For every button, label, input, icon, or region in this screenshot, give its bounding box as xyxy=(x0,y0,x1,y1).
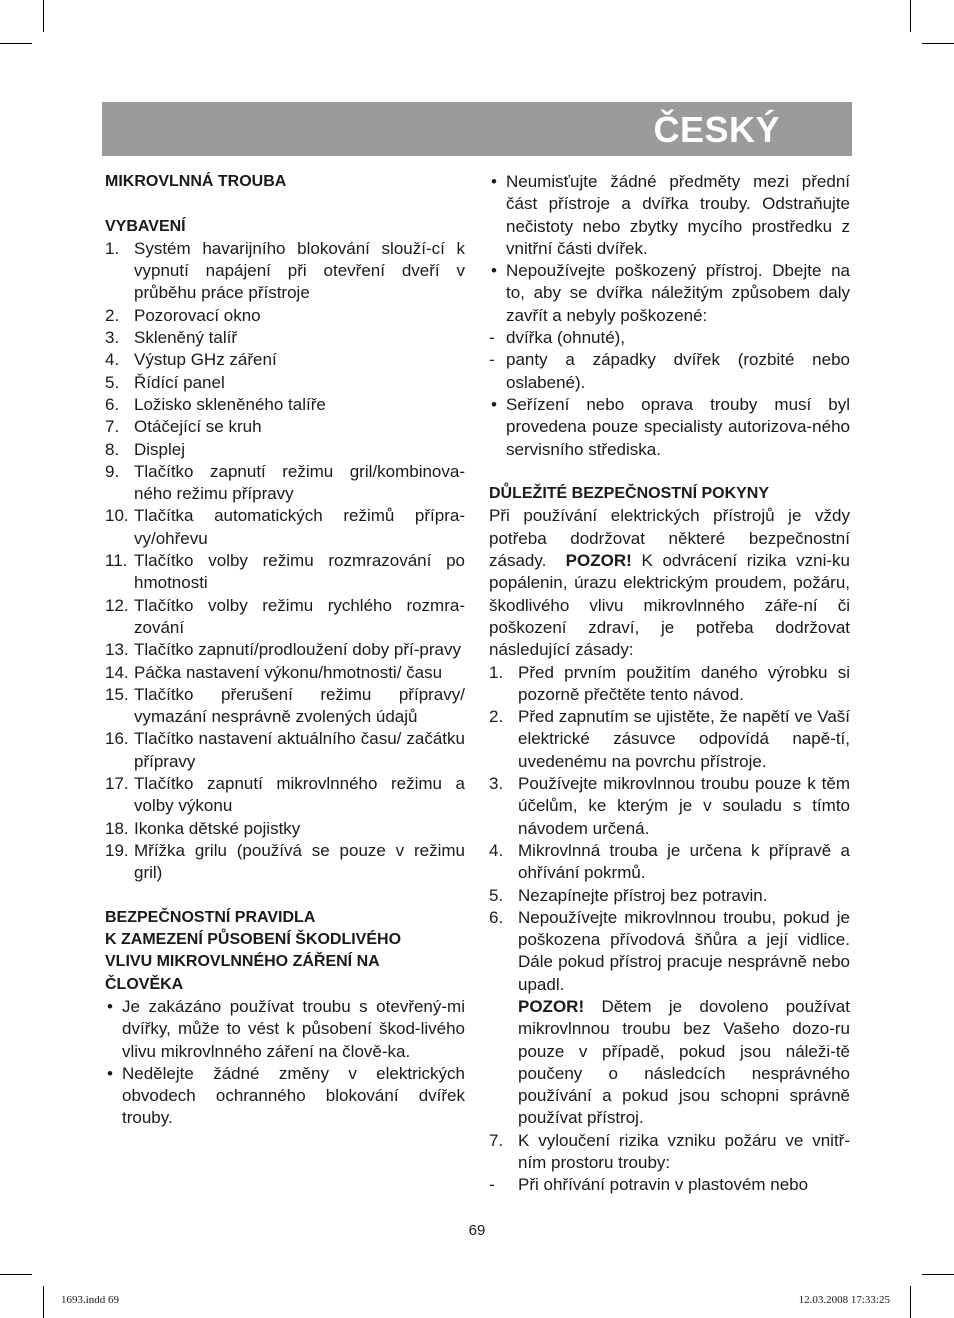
item-text: Tlačítka automatických režimů přípra-vy/ohřevu xyxy=(134,506,465,548)
item-marker: 18. xyxy=(105,818,129,838)
precaution-list xyxy=(489,171,850,461)
item-marker: 15. xyxy=(105,684,129,704)
list-item xyxy=(105,1063,465,1130)
list-item xyxy=(489,171,850,260)
item-marker: 10. xyxy=(105,506,129,526)
item-text: Tlačítko přerušení režimu přípravy/ vymazání nesprávně zvolených údajů xyxy=(134,684,465,727)
list-item xyxy=(489,327,850,349)
item-marker: 13. xyxy=(105,640,129,660)
intro-text: Při používání elektrických přístrojů je vždy potřeba dodržovat některé bezpečnostní zásady. xyxy=(489,506,850,571)
item-text: Tlačítko volby režimu rozmrazování po hmotnosti xyxy=(134,551,465,593)
safety-heading-line: ČLOVĚKA xyxy=(105,975,184,993)
item-marker: 1. xyxy=(105,238,120,258)
list-item xyxy=(489,349,850,394)
list-item xyxy=(105,505,465,550)
list-item xyxy=(105,728,465,773)
crop-mark xyxy=(910,1286,911,1318)
item-marker: - xyxy=(489,328,495,348)
list-item xyxy=(105,394,465,416)
list-item xyxy=(105,639,465,661)
crop-mark xyxy=(43,1286,44,1318)
item-marker: 9. xyxy=(105,461,120,481)
item-marker: 8. xyxy=(105,439,120,459)
item-marker: 6. xyxy=(105,394,120,414)
safety-heading-line: K ZAMEZENÍ PŮSOBENÍ ŠKODLIVÉHO xyxy=(105,931,402,949)
list-item xyxy=(105,327,465,349)
item-marker: • xyxy=(491,394,497,414)
page-number: 69 xyxy=(468,1222,486,1239)
safety-rules-list xyxy=(489,662,850,996)
item-marker: 4. xyxy=(489,840,504,860)
list-item xyxy=(489,394,850,461)
crop-mark xyxy=(0,1274,32,1275)
list-item xyxy=(489,662,850,707)
left-column xyxy=(105,171,465,1130)
item-text: Systém havarijního blokování slouží-cí k vypnutí napájení při otevření dveří v průběhu práce přístroje xyxy=(134,238,465,303)
item-marker: 12. xyxy=(105,595,129,615)
item-marker: 2. xyxy=(489,707,504,727)
list-item xyxy=(105,550,465,595)
intro-paragraph xyxy=(489,505,850,661)
item-text: Řídící panel xyxy=(134,372,225,392)
item-text: K vyloučení rizika vzniku požáru ve vnitř-ním prostoru trouby: xyxy=(518,1130,850,1173)
list-item xyxy=(105,416,465,438)
list-item xyxy=(105,349,465,371)
item-text: Neumisťujte žádné předměty mezi přední část přístroje a dvířka trouby. Odstraňujte nečistoty nebo zbytky mycího prostředku z vnitřní části dvířek. xyxy=(506,172,850,258)
item-marker: • xyxy=(491,261,497,281)
item-dash: - xyxy=(489,1175,495,1195)
section-title: MIKROVLNNÁ TROUBA xyxy=(105,173,287,190)
right-column xyxy=(489,171,850,1197)
crop-mark xyxy=(43,0,44,32)
item-text: Před zapnutím se ujistěte, že napětí ve Vaší elektrické zásuvce odpovídá napě-tí, uvedenému na povrchu přístroje. xyxy=(518,707,850,771)
item-marker: 3. xyxy=(489,774,504,794)
item-marker: 2. xyxy=(105,305,120,325)
item-text: Nedělejte žádné změny v elektrických obvodech ochranného blokování dvířek trouby. xyxy=(122,1063,465,1128)
list-item xyxy=(105,372,465,394)
item-marker: 5. xyxy=(105,372,120,392)
safety-heading-line: VLIVU MIKROVLNNÉHO ZÁŘENÍ NA xyxy=(105,953,380,971)
item-marker: 5. xyxy=(489,885,504,905)
safety-bullet-list xyxy=(105,996,465,1130)
list-item xyxy=(105,818,465,840)
item-text: Pozorovací okno xyxy=(134,305,261,325)
list-item xyxy=(105,238,465,305)
item-text: Seřízení nebo oprava trouby musí byl provedena pouze specialisty autorizova-ného servisního střediska. xyxy=(506,394,850,459)
list-item xyxy=(489,773,850,840)
list-item xyxy=(489,907,850,996)
item-marker: 17. xyxy=(105,774,129,794)
item-marker: 7. xyxy=(105,417,120,437)
list-item xyxy=(105,684,465,729)
item-text: Nezapínejte přístroj bez potravin. xyxy=(518,885,768,905)
item-marker: 11. xyxy=(105,551,128,571)
item-text: Skleněný talíř xyxy=(134,328,237,348)
item-text: Ložisko skleněného talíře xyxy=(134,394,326,414)
item-text: Mřížka grilu (používá se pouze v režimu gril) xyxy=(134,840,465,883)
item-text: Při ohřívání potravin v plastovém nebo xyxy=(518,1175,809,1195)
item-marker: 3. xyxy=(105,328,120,348)
item-text: Mikrovlnná trouba je určena k přípravě a ohřívání pokrmů. xyxy=(518,840,850,883)
item-text: Páčka nastavení výkonu/hmotnosti/ času xyxy=(134,662,443,682)
warning-label: POZOR! xyxy=(518,996,585,1016)
list-item xyxy=(105,439,465,461)
item-text: Tlačítko zapnutí/prodloužení doby pří-pravy xyxy=(134,640,461,660)
item-text: Tlačítko zapnutí režimu gril/kombinova-ného režimu přípravy xyxy=(134,461,465,504)
item-text: Je zakázáno používat troubu s otevřený-mi dvířky, může to vést k působení škod-livého vlivu mikrovlnného záření na člově-ka. xyxy=(122,996,465,1061)
item-text: Používejte mikrovlnnou troubu pouze k těm účelům, ke kterým je v souladu s tímto návodem určená. xyxy=(518,774,850,838)
list-item xyxy=(489,1130,850,1175)
list-item xyxy=(105,305,465,327)
equipment-heading: VYBAVENÍ xyxy=(105,217,186,235)
rule-6-warning xyxy=(489,996,850,1130)
item-marker: 6. xyxy=(489,907,504,927)
crop-mark xyxy=(910,0,911,32)
print-date-info: 12.03.2008 17:33:25 xyxy=(798,1294,890,1306)
item-text: Tlačítko volby režimu rychlého rozmra-zování xyxy=(134,595,465,637)
item-text: Displej xyxy=(134,439,186,459)
item-text: Před prvním použitím daného výrobku si pozorně přečtěte tento návod. xyxy=(518,662,850,704)
item-marker: • xyxy=(107,1063,113,1083)
item-marker: 1. xyxy=(489,662,504,682)
list-item xyxy=(105,996,465,1063)
language-title: ČESKÝ xyxy=(653,109,780,150)
item-text: dvířka (ohnuté), xyxy=(506,328,626,348)
item-marker: • xyxy=(491,172,497,191)
list-item xyxy=(105,840,465,885)
warning-label: POZOR! xyxy=(565,551,632,571)
item-text: Výstup GHz záření xyxy=(134,350,277,370)
language-header-bar xyxy=(102,102,852,156)
list-item xyxy=(489,885,850,907)
item-marker: 19. xyxy=(105,840,129,860)
list-item xyxy=(489,706,850,773)
item-marker: 16. xyxy=(105,729,129,749)
print-file-info: 1693.indd 69 xyxy=(61,1294,120,1306)
important-instructions-heading: DŮLEŽITÉ BEZPEČNOSTNÍ POKYNY xyxy=(489,485,770,503)
list-item xyxy=(105,773,465,818)
item-marker: - xyxy=(489,350,495,370)
item-marker: 4. xyxy=(105,350,120,370)
item-text: panty a západky dvířek (rozbité nebo oslabené). xyxy=(506,350,850,392)
list-item xyxy=(489,260,850,327)
rule-6-warning-text: Dětem je dovoleno používat mikrovlnnou troubu bez Vašeho dozo-ru pouze v případě, pokud jsou náleži-tě poučeny o následcích nesprávného používání a pokud jsou schopni správně používat přístroj. xyxy=(518,996,850,1128)
equipment-list xyxy=(105,238,465,885)
crop-mark xyxy=(922,1274,954,1275)
list-item xyxy=(105,461,465,506)
intro-text: K odvrácení rizika vzni-ku popálenin, úrazu elektrickým proudem, požáru, škodlivého vlivu mikrovlnného záře-ní či poškození zdraví, je potřeba dodržovat následující zásady: xyxy=(489,551,850,660)
item-text: Ikonka dětské pojistky xyxy=(134,818,301,838)
item-text: Tlačítko nastavení aktuálního času/ začátku přípravy xyxy=(134,729,465,771)
safety-heading-line: BEZPEČNOSTNÍ PRAVIDLA xyxy=(105,908,316,926)
item-text: Nepoužívejte poškozený přístroj. Dbejte na to, aby se dvířka náležitým způsobem daly zavřít a nebyly poškozené: xyxy=(506,261,850,325)
item-number: 7. xyxy=(489,1130,504,1150)
list-item xyxy=(489,840,850,885)
crop-mark xyxy=(0,43,32,44)
item-text: Nepoužívejte mikrovlnnou troubu, pokud je poškozena přívodová šňůra a její vidlice. Dále pokud přístroj pracuje nesprávně nebo upadl. xyxy=(518,907,850,994)
list-item xyxy=(105,595,465,640)
item-text: Tlačítko zapnutí mikrovlnného režimu a volby výkonu xyxy=(134,774,465,816)
list-item xyxy=(489,1174,850,1196)
item-marker: 14. xyxy=(105,662,129,682)
list-item xyxy=(105,662,465,684)
item-text: Otáčející se kruh xyxy=(134,417,262,437)
crop-mark xyxy=(922,43,954,44)
item-marker: • xyxy=(107,996,113,1016)
